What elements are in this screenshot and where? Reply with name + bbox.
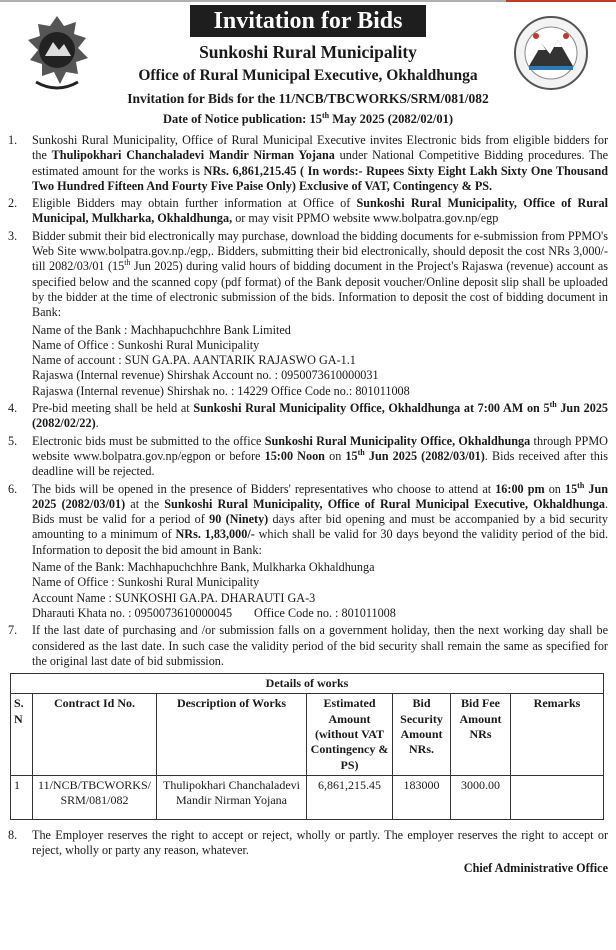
col-remarks: Remarks [511,694,604,775]
col-contract-id: Contract Id No. [33,694,157,775]
top-accent-line [506,0,616,2]
details-of-works-table [10,673,604,820]
clause-6: 6. The bids will be opened in the presence of Bidders' representatives who choose to attend at 16:00 pm on 15th Jun 2025 (2082/03/01) at the Sunkoshi Rural Municipality, Office of Rural Municipal Executive, Okhaldhunga. Bids must be valid for a period of 90 (Ninety) days after bid opening and must be accompanied by a bid security amounting to a minimum of NRs. 1,83,000/- which shall be valid for 30 days beyond the validity period of the bid. Information to deposit the bid amount in Bank: [8,480,609,557]
col-sn: S. N [11,694,33,775]
clause-7: 7. If the last date of purchasing and /or submission falls on a government holiday, then the next working day shall be considered as the last date. In such case the validity period of the bid security shall remain the same as specified for the original last date of bid submission. [8,623,608,668]
page-title: Invitation for Bids [190,5,426,37]
table-row: 1 11/NCB/TBCWORKS/ SRM/081/082 Thulipokhari Chanchaladevi Mandir Nirman Yojana 6,861,215.45 183000 3000.00 [11,775,604,819]
col-description: Description of Works [157,694,307,775]
clause-8: 8. The Employer reserves the right to accept or reject, wholly or partly. The employer reserves the right to accept or reject, wholly or party any reason, whatever. [8,827,608,858]
table-caption: Details of works [11,674,604,694]
clause-5: 5. Electronic bids must be submitted to the office Sunkoshi Rural Municipality Office, Okhaldhunga through PPMO website www.bolpatra.gov.np/egpon or before 15:00 Noon on 15th Jun 2025 (2082/03/01). Bids received after this deadline will be rejected. [8,433,608,479]
clause-2: 2. Eligible Bidders may obtain further information at Office of Sunkoshi Rural Municipality, Office of Rural Municipal, Mulkharka, Okhaldhunga, or may visit PPMO website www.bolpatra.gov.np/egp [8,196,608,226]
clause-4: 4. Pre-bid meeting shall be held at Sunkoshi Rural Municipality Office, Okhaldhunga at 7:00 AM on 5th Jun 2025 (2082/02/22). [8,399,609,431]
clause-3: 3. Bidder submit their bid electronically may purchase, download the bidding documents for e-submission from PPMO's Web Site www.bolpatra.gov.np./egp,. Bidders, submitting their bid electronically, should deposit the cost NRs 3,000/- till 2082/03/01 (15th Jun 2025) during valid hours of bidding document in the Project's Rajaswa (revenue) account as specified below and the scanned copy (pdf format) of the Bank deposit voucher/Online deposit slip shall be uploaded by the bidder at the time of electronic submission of the bids. Information to deposit the cost of bidding document in Bank: [8,228,608,320]
notice-date: Date of Notice publication: 15th May 2025 (2082/02/01) [162,110,454,126]
col-bid-security: Bid Security Amount NRs. [393,694,451,775]
table-header-row [11,694,604,775]
clause-1: 1. Sunkoshi Rural Municipality, Office of Rural Municipal Executive invites Electronic bids from eligible bidders for the Thulipokhari Chanchaladevi Mandir Nirman Yojana under National Competitive Bidding procedures. The estimated amount for the works is NRs. 6,861,215.45 ( In words:- Rupees Sixty Eight Lakh Sixty One Thousand Two Hundred Fifteen And Fourty Five Paise Only) Exclusive of VAT, Contingency & PS. [8,133,609,193]
office-name: Office of Rural Municipal Executive, Okhaldhunga [138,67,478,84]
bank-details-security: Name of the Bank: Machhapuchchhre Bank, Mulkharka Okhaldhunga Name of Office : Sunkoshi Rural Municipality Account Name : SUNKOSHI GA.PA. DHARAUTI GA-3 Dharauti Khata no. : 0950073610000045 Office Code no. : 801011008 [32,560,396,620]
col-bid-fee: Bid Fee Amount NRs [451,694,511,775]
col-estimated-amount: Estimated Amount (without VAT Contingency & PS) [307,694,393,775]
signature-line: Chief Administrative Office [463,861,608,876]
bank-details-document: Name of the Bank : Machhapuchchhre Bank Limited Name of Office : Sunkoshi Rural Municipality Name of account : SUN GA.PA. AANTARIK RAJASWO GA-1.1 Rajaswa (Internal revenue) Shirshak Account no. : 0950073610000031 Rajaswa (Internal revenue) Shirshak no. : 14229 Office Code no.: 801011008 [32,322,410,398]
municipality-name: Sunkoshi Rural Municipality [199,42,417,62]
notice-body [8,133,608,877]
ifb-reference: Invitation for Bids for the 11/NCB/TBCWORKS/SRM/081/082 [127,91,489,106]
